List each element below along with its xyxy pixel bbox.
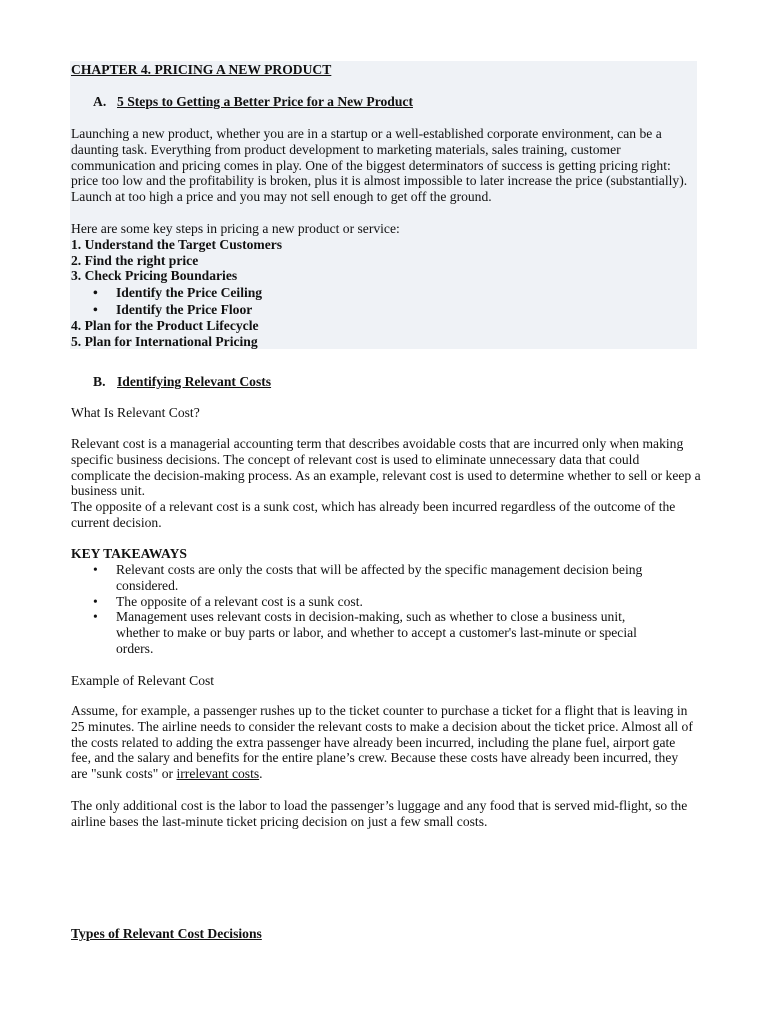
example-heading: Example of Relevant Cost: [71, 673, 215, 688]
example-text-1-body: Assume, for example, a passenger rushes up to the ticket counter to purchase a ticket for a flight that is leaving in 25 minutes. The airline needs to consider the relevant costs to make a decision about the ticket price. Almost all of the costs related to adding the extra passenger have already been incurred, including the plane fuel, airport gate fee, and the salary and benefits for the entire plane’s crew. Because these costs have already been incurred, they are "sunk costs" or: [71, 703, 693, 782]
example-text-1-end: .: [259, 766, 263, 782]
list-item: • Management uses relevant costs in decision-making, such as whether to close a business unit, whether to make or buy parts or labor, and whether to accept a customer's last-minute or special orders.: [93, 609, 637, 656]
step-4: 4. Plan for the Product Lifecycle: [71, 318, 259, 333]
takeaway-text: Relevant costs are only the costs that will be affected by the specific management decision being considered.: [116, 562, 643, 593]
section-b-letter: B.: [93, 374, 106, 389]
takeaway-text: Management uses relevant costs in decision-making, such as whether to close a business unit, whether to make or buy parts or labor, and whether to accept a customer's last-minute or special orders.: [116, 609, 637, 656]
key-takeaways-heading: KEY TAKEAWAYS: [71, 546, 187, 561]
step-3: 3. Check Pricing Boundaries: [71, 268, 238, 283]
section-a-intro: Launching a new product, whether you are in a startup or a well-established corporate environment, can be a daunting task. Everything from product development to marketing materials, sales training, customer communication and pricing comes in play. One of the biggest determinators of success is getting pricing right: price too low and the profitability is broken, plus it is almost impossible to later increase the price (substantially). Launch at too high a price and you may not sell enough to get off the ground.: [71, 126, 688, 205]
relevant-cost-question: What Is Relevant Cost?: [71, 405, 200, 420]
step-5: 5. Plan for International Pricing: [71, 334, 258, 349]
section-a-letter: A.: [93, 94, 107, 109]
sub-step-label: Identify the Price Floor: [116, 301, 253, 317]
section-b-heading: [93, 374, 271, 390]
relevant-cost-definition: Relevant cost is a managerial accounting term that describes avoidable costs that are incurred only when making specific business decisions. The concept of relevant cost is used to eliminate unnecessary data that could complicate the decision-making process. As an example, relevant cost is used to determine whether to sell or keep a business unit.: [71, 436, 701, 499]
list-item: • Identify the Price Floor: [93, 301, 253, 317]
section-a-title: 5 Steps to Getting a Better Price for a New Product: [117, 94, 413, 109]
step-1: 1. Understand the Target Customers: [71, 237, 283, 252]
section-a-lead: Here are some key steps in pricing a new product or service:: [71, 221, 400, 236]
example-text-2: The only additional cost is the labor to load the passenger’s luggage and any food that is served mid-flight, so the airline bases the last-minute ticket pricing decision on just a few small costs.: [71, 798, 688, 829]
takeaway-text: The opposite of a relevant cost is a sunk cost.: [116, 593, 363, 609]
sub-step-label: Identify the Price Ceiling: [116, 285, 263, 300]
list-item: • The opposite of a relevant cost is a sunk cost.: [93, 593, 363, 609]
list-item: • Relevant costs are only the costs that will be affected by the specific management decision being considered.: [93, 562, 643, 593]
chapter-title: CHAPTER 4. PRICING A NEW PRODUCT: [71, 62, 332, 77]
step-2: 2. Find the right price: [71, 253, 199, 268]
section-b-title: Identifying Relevant Costs: [117, 374, 272, 389]
section-a-heading: [93, 94, 413, 110]
irrelevant-costs-link[interactable]: irrelevant costs: [176, 766, 260, 782]
key-takeaways-list: [71, 562, 671, 657]
list-item: • Identify the Price Ceiling: [93, 285, 263, 300]
sub-step-list: [71, 285, 691, 318]
relevant-cost-opposite: The opposite of a relevant cost is a sunk cost, which has already been incurred regardless of the outcome of the current decision.: [71, 499, 676, 530]
example-text-1: [71, 703, 696, 782]
types-heading: Types of Relevant Cost Decisions: [71, 926, 262, 941]
